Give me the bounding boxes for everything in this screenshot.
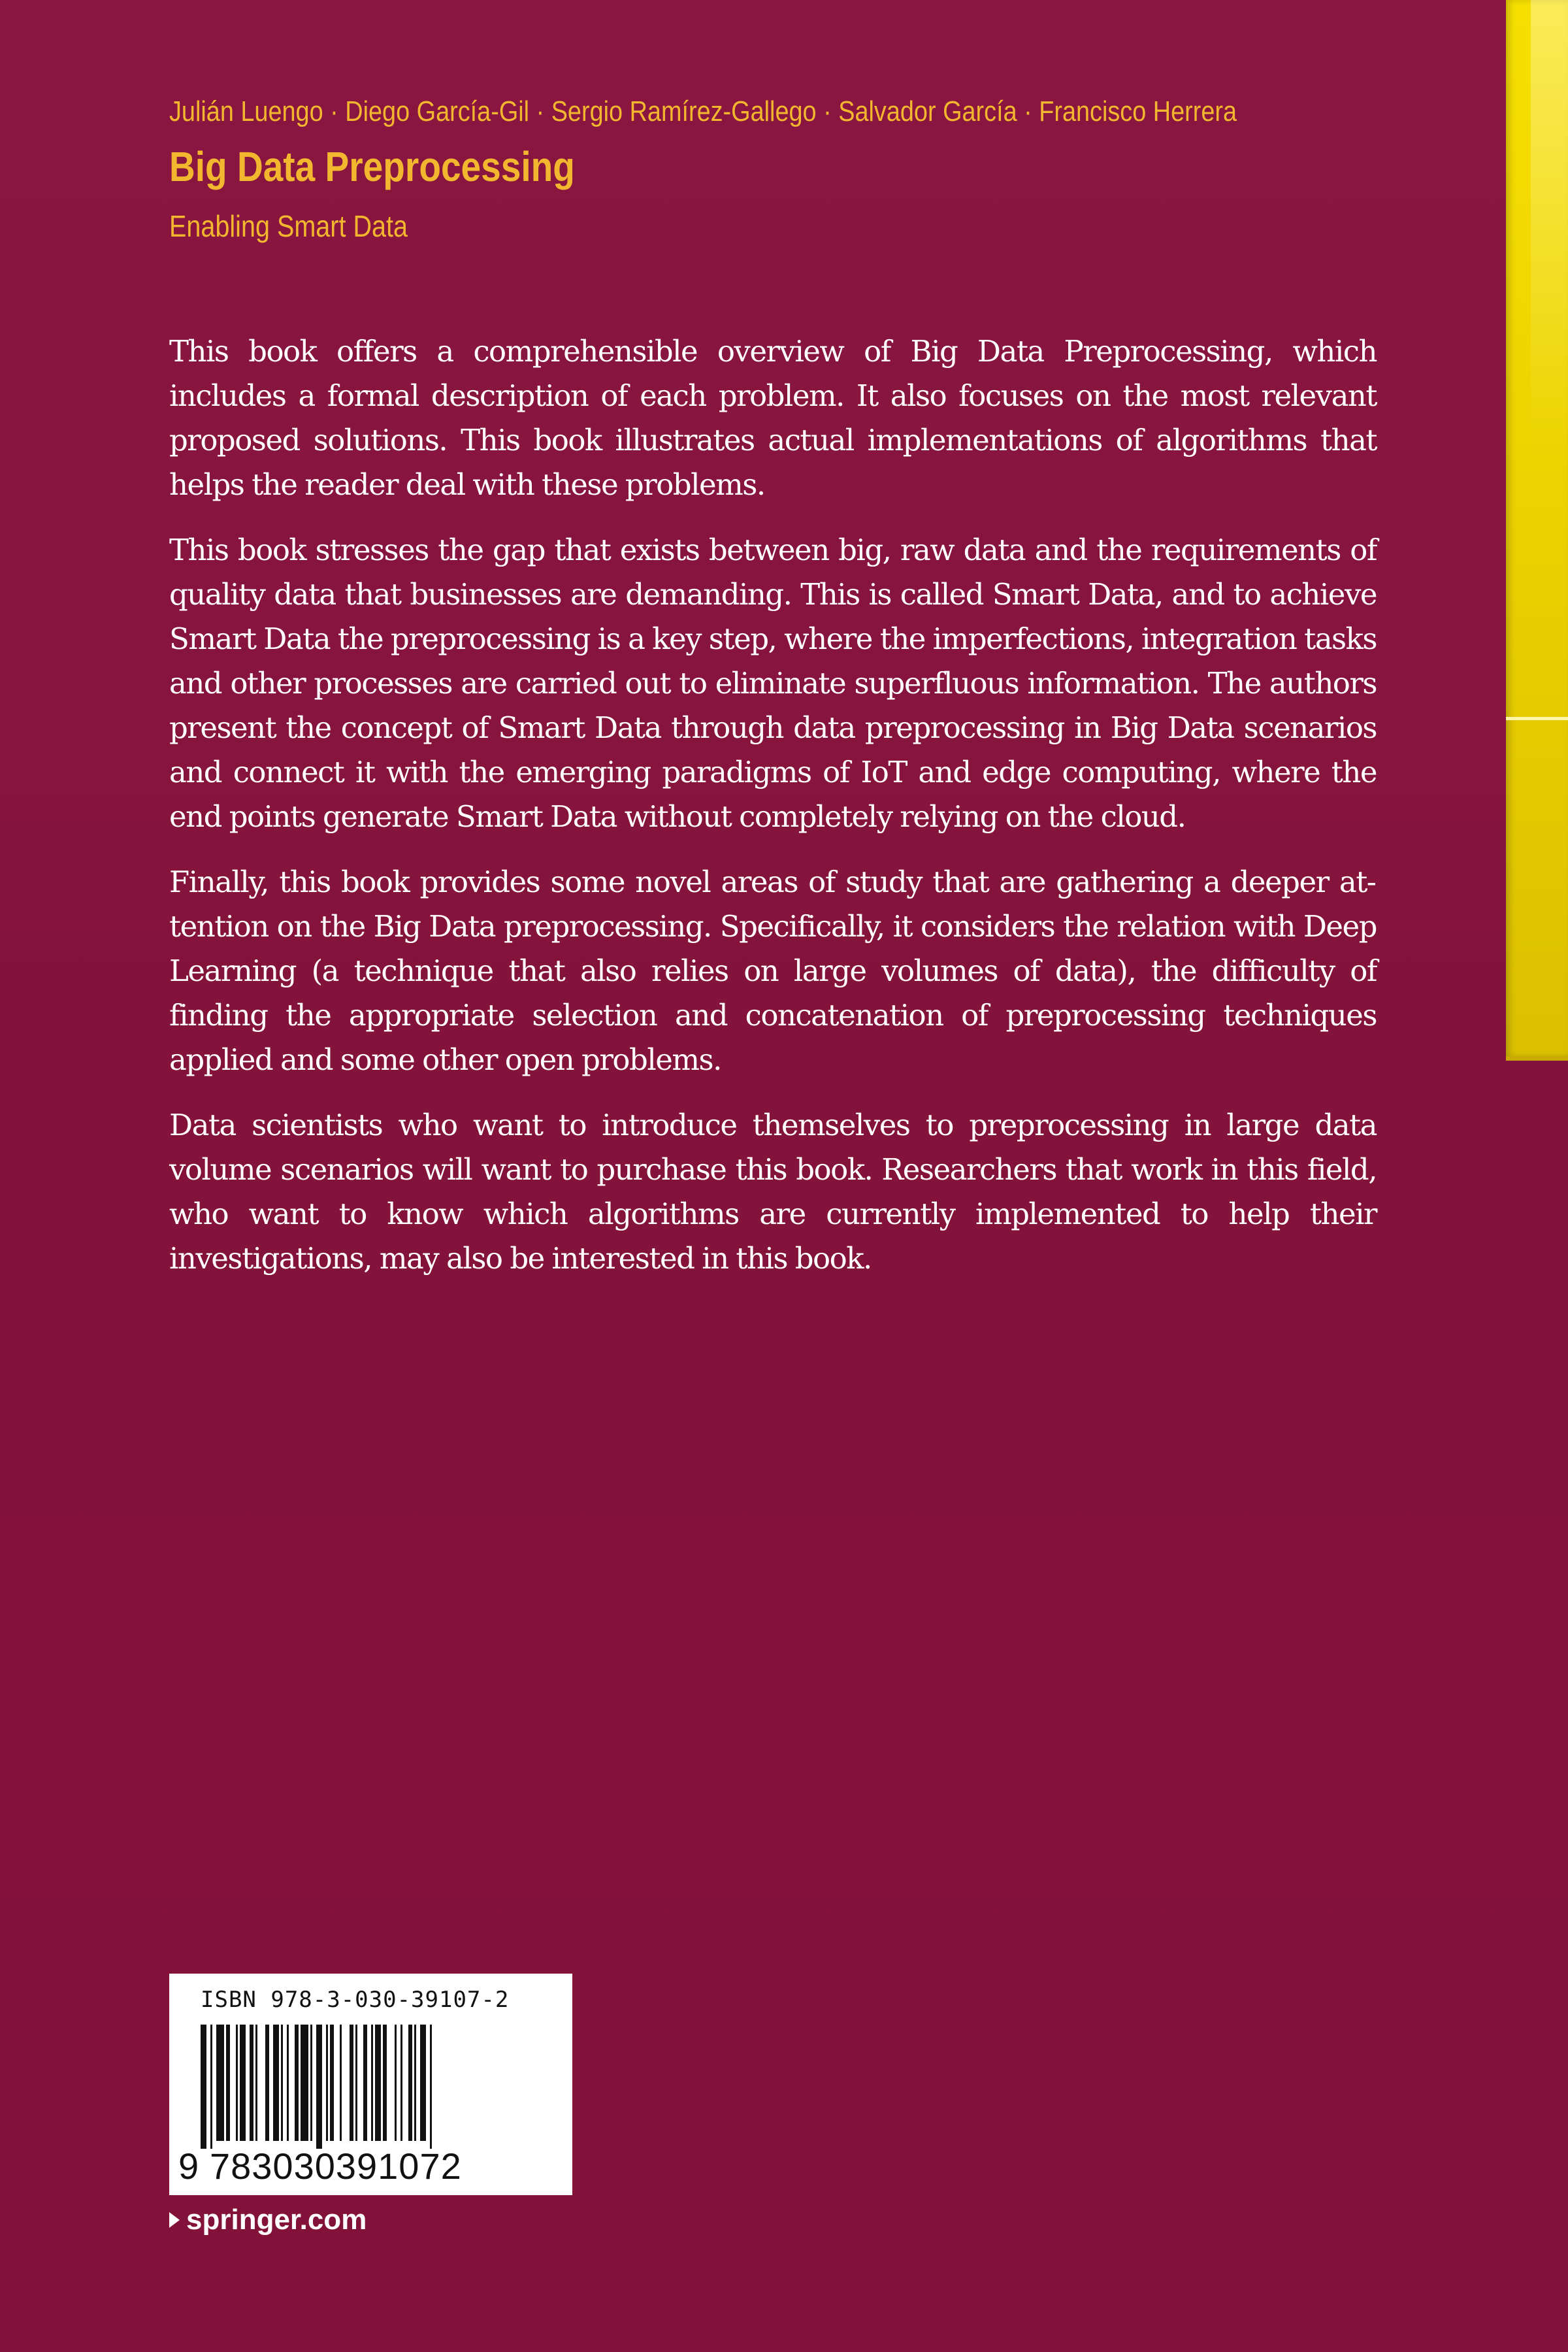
barcode-bar bbox=[210, 2025, 212, 2149]
isbn-barcode bbox=[169, 1974, 572, 2195]
barcode-first-digit: 9 bbox=[178, 2145, 199, 2187]
publisher-link-label: springer.com bbox=[186, 2204, 367, 2236]
barcode-bar bbox=[420, 2025, 426, 2141]
barcode-bar bbox=[414, 2025, 416, 2141]
strip-divider bbox=[1506, 717, 1568, 720]
isbn-label: ISBN 978-3-030-39107-2 bbox=[201, 1987, 510, 2013]
barcode-digits: 783030391072 bbox=[210, 2145, 462, 2187]
description-paragraph: This book offers a comprehensible overview of Big Data Preprocessing, which includes a formal description of each problem. It also focuses on the most relevant proposed solutions. This book illustrates actual implementations of algorithms that helps the reader deal with these problems. bbox=[169, 334, 1377, 502]
description-paragraph: Finally, this book provides some novel areas of study that are gathering a deeper attention on the Big Data preprocessing. Specifically, it considers the relation with Deep Learning (a technique that also relies on large volumes of data), the difficulty of finding the appropriate selection and concatenation of preprocessing techniques applied and some other open problems. bbox=[169, 865, 1377, 1077]
barcode-bar bbox=[316, 2025, 322, 2149]
spine-color-strip bbox=[1506, 0, 1568, 1061]
barcode-bar bbox=[326, 2025, 328, 2141]
barcode-bar bbox=[350, 2025, 353, 2141]
barcode-bar bbox=[400, 2025, 402, 2141]
description-paragraph: This book stresses the gap that exists between big, raw data and the requirements of quality data that businesses are demanding. This is called Smart Data, and to achieve Smart Data the preprocessing is a key step, where the imperfections, integration tasks and other processes are carried out to eliminate superfluous information. The authors present the concept of Smart Data through data preprocessing in Big Data scenarios and connect it with the emerging paradigms of IoT and edge computing, where the end points generate Smart Data without completely relying on the cloud. bbox=[169, 533, 1377, 834]
arrow-right-icon bbox=[169, 2212, 180, 2228]
book-title: Big Data Preprocessing bbox=[169, 143, 575, 190]
barcode-bar bbox=[265, 2025, 269, 2141]
barcode-bar bbox=[330, 2025, 334, 2141]
barcode-bar bbox=[375, 2025, 381, 2141]
barcode-bar bbox=[310, 2025, 312, 2141]
barcode-bar bbox=[430, 2025, 432, 2149]
barcode-bar bbox=[236, 2025, 238, 2141]
barcode-bar bbox=[240, 2025, 246, 2141]
barcode-bar bbox=[216, 2025, 224, 2141]
book-description bbox=[169, 329, 1377, 1302]
barcode-bar bbox=[383, 2025, 387, 2141]
strip-highlight bbox=[1531, 0, 1568, 457]
book-subtitle: Enabling Smart Data bbox=[169, 209, 408, 243]
barcode-bar bbox=[287, 2025, 289, 2141]
barcode-bar bbox=[201, 2025, 206, 2149]
barcode-bar bbox=[371, 2025, 373, 2141]
description-paragraph: Data scientists who want to introduce themselves to preprocessing in large data volume scenarios will want to purchase this book. Researchers that work in this field, who want to know which algorithms are currently implemented to help their investigations, may also be interested in this book. bbox=[169, 1108, 1377, 1276]
barcode-bar bbox=[408, 2025, 412, 2141]
barcode-bar bbox=[340, 2025, 342, 2141]
barcode-bar bbox=[255, 2025, 257, 2141]
barcode-bar bbox=[281, 2025, 283, 2141]
barcode-bar bbox=[301, 2025, 308, 2141]
barcode-bar bbox=[395, 2025, 397, 2141]
barcode-bars bbox=[198, 2025, 551, 2149]
barcode-bar bbox=[273, 2025, 279, 2141]
publisher-link[interactable] bbox=[169, 2204, 367, 2236]
barcode-bar bbox=[226, 2025, 230, 2141]
barcode-bar bbox=[355, 2025, 357, 2141]
barcode-bar bbox=[250, 2025, 253, 2141]
authors-line: Julián Luengo · Diego García-Gil · Sergio Ramírez-Gallego · Salvador García · Francisco Herrera bbox=[169, 95, 1237, 127]
barcode-bar bbox=[363, 2025, 367, 2141]
barcode-bar bbox=[295, 2025, 299, 2141]
